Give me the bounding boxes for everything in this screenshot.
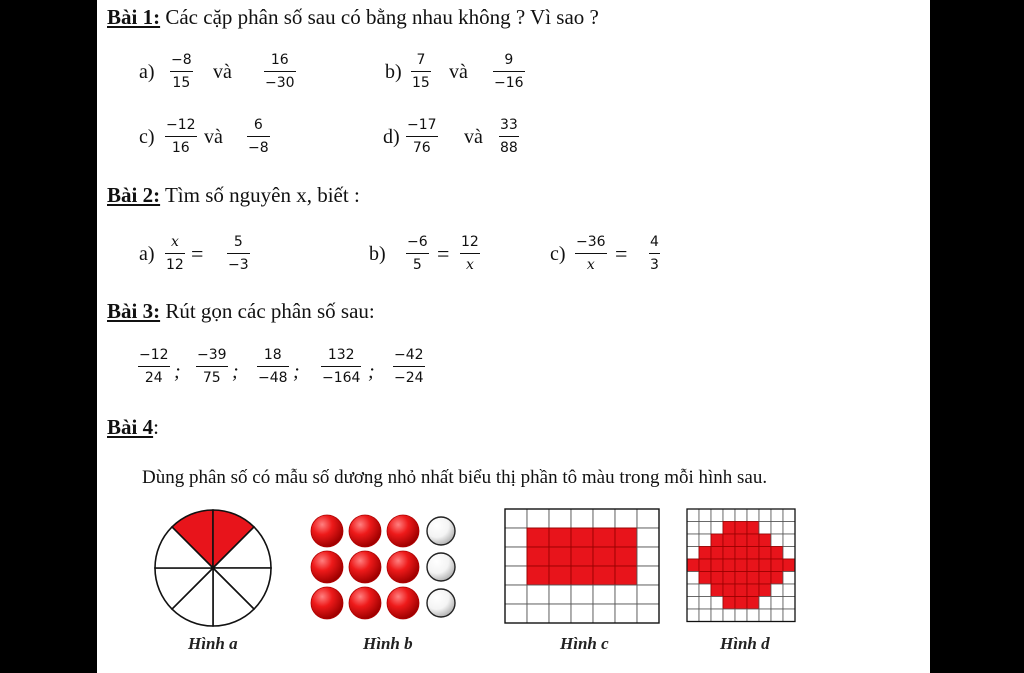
bai3-separator-1: ;	[174, 361, 181, 383]
grid-cell	[759, 522, 771, 535]
grid-cell	[783, 509, 795, 522]
bai2-c-equals: =	[615, 241, 628, 266]
shaded-cell	[527, 566, 549, 585]
grid-cell	[771, 597, 783, 610]
grid-cell	[783, 572, 795, 585]
grid-cell	[505, 566, 527, 585]
grid-cell	[549, 604, 571, 623]
shaded-cell	[723, 534, 735, 547]
shaded-cell	[549, 566, 571, 585]
grid-cell	[699, 609, 711, 622]
grid-cell	[771, 522, 783, 535]
bai3-fraction-5	[393, 347, 425, 387]
grid-cell	[687, 597, 699, 610]
shaded-cell	[699, 572, 711, 585]
grid-cell	[505, 604, 527, 623]
grid-cell	[711, 509, 723, 522]
grid-cell	[527, 585, 549, 604]
red-ball	[311, 587, 343, 619]
grid-cell	[783, 597, 795, 610]
shaded-cell	[783, 559, 795, 572]
grid-cell	[615, 585, 637, 604]
denominator: −48	[258, 370, 288, 386]
shaded-cell	[723, 559, 735, 572]
shaded-cell	[699, 547, 711, 560]
grid-cell	[505, 547, 527, 566]
shaded-cell	[699, 559, 711, 572]
shaded-cell	[723, 547, 735, 560]
figure-b-balls	[310, 515, 460, 619]
shaded-cell	[747, 559, 759, 572]
bai2-title: Bài 2:	[107, 183, 161, 207]
numerator: −42	[394, 347, 424, 363]
figure-c-grid	[504, 508, 658, 622]
bai1-b-fraction-2	[493, 52, 525, 92]
shaded-cell	[723, 572, 735, 585]
red-ball	[311, 551, 343, 583]
shaded-cell	[723, 584, 735, 597]
numerator: 16	[270, 52, 289, 68]
shaded-cell	[771, 559, 783, 572]
grid-cell	[747, 509, 759, 522]
shaded-cell	[711, 547, 723, 560]
caption-hinh-b: Hình b	[363, 634, 413, 653]
bai3-fraction-2	[196, 347, 228, 387]
shaded-cell	[571, 547, 593, 566]
numerator: −12	[166, 117, 196, 133]
grid-cell	[759, 609, 771, 622]
red-ball	[349, 551, 381, 583]
red-ball	[349, 515, 381, 547]
shaded-cell	[549, 547, 571, 566]
bai2-c-label: c)	[550, 243, 566, 265]
bai2-a-fraction-1	[165, 234, 185, 274]
shaded-cell	[735, 534, 747, 547]
grid-cell	[615, 509, 637, 528]
grid-cell	[549, 509, 571, 528]
bai1-a-conj: và	[213, 61, 232, 83]
grid-cell	[593, 509, 615, 528]
grid-cell	[687, 609, 699, 622]
numerator: 12	[461, 234, 479, 250]
grid-cell	[637, 547, 659, 566]
grid-cell	[711, 522, 723, 535]
grid-cell	[723, 509, 735, 522]
grid-cell	[711, 597, 723, 610]
bai2-b-fraction-1	[406, 234, 429, 274]
bai3-separator-4: ;	[368, 361, 375, 383]
bai1-d-label: d)	[383, 126, 400, 148]
grid-cell	[783, 522, 795, 535]
grid-cell	[637, 604, 659, 623]
bai1-b-conj: và	[449, 61, 468, 83]
caption-hinh-c: Hình c	[560, 634, 609, 653]
bai2-a-label: a)	[139, 243, 155, 265]
grid-cell	[735, 509, 747, 522]
grid-cell	[593, 604, 615, 623]
grid-cell	[687, 534, 699, 547]
shaded-cell	[771, 572, 783, 585]
grid-cell	[759, 597, 771, 610]
numerator: −6	[407, 234, 428, 250]
grid-cell	[783, 547, 795, 560]
red-ball	[387, 515, 419, 547]
grid-cell	[527, 509, 549, 528]
bai1-heading	[107, 5, 599, 30]
denominator: −24	[394, 370, 424, 386]
denominator: −16	[494, 75, 524, 91]
shaded-cell	[747, 597, 759, 610]
denominator: 76	[412, 140, 431, 156]
shaded-cell	[735, 522, 747, 535]
grid-cell	[699, 522, 711, 535]
bai1-a-fraction-1	[170, 52, 193, 92]
grid-cell	[735, 609, 747, 622]
grid-cell	[771, 609, 783, 622]
shaded-cell	[593, 528, 615, 547]
bai1-b-label: b)	[385, 61, 402, 83]
grid-cell	[699, 597, 711, 610]
shaded-cell	[747, 584, 759, 597]
grid-cell	[505, 585, 527, 604]
denominator: −30	[265, 75, 295, 91]
bai1-d-conj: và	[464, 126, 483, 148]
bai1-d-fraction-2	[499, 117, 519, 157]
shaded-cell	[735, 597, 747, 610]
grid-cell	[549, 585, 571, 604]
shaded-cell	[593, 566, 615, 585]
shaded-cell	[735, 559, 747, 572]
shaded-cell	[593, 547, 615, 566]
bai2-b-equals: =	[437, 241, 450, 266]
bai1-title: Bài 1:	[107, 5, 161, 29]
grid-cell	[783, 609, 795, 622]
white-ball	[427, 553, 455, 581]
grid-cell	[687, 572, 699, 585]
numerator: 4	[650, 234, 659, 250]
grid-cell	[687, 509, 699, 522]
grid-cell	[571, 585, 593, 604]
white-ball	[427, 517, 455, 545]
bai2-c-fraction-2	[649, 234, 660, 274]
grid-cell	[699, 584, 711, 597]
red-ball	[311, 515, 343, 547]
numerator: −17	[407, 117, 437, 133]
numerator: 33	[500, 117, 518, 133]
grid-cell	[771, 509, 783, 522]
shaded-cell	[527, 528, 549, 547]
numerator: 7	[416, 52, 426, 68]
bai3-text: Rút gọn các phân số sau:	[160, 299, 375, 323]
bai2-a-equals: =	[191, 241, 204, 266]
grid-cell	[637, 528, 659, 547]
shaded-cell	[549, 528, 571, 547]
shaded-cell	[735, 572, 747, 585]
grid-cell	[637, 509, 659, 528]
shaded-cell	[615, 566, 637, 585]
bai3-separator-3: ;	[293, 361, 300, 383]
shaded-cell	[759, 559, 771, 572]
bai1-c-fraction-1	[165, 117, 197, 157]
grid-cell	[615, 604, 637, 623]
grid-cell	[783, 584, 795, 597]
grid-cell	[687, 547, 699, 560]
white-ball	[427, 589, 455, 617]
grid-cell	[505, 509, 527, 528]
numerator: x	[170, 234, 179, 250]
red-ball	[387, 551, 419, 583]
bai3-fraction-1	[138, 347, 170, 387]
shaded-cell	[735, 584, 747, 597]
bai4-title: Bài 4	[107, 415, 154, 439]
numerator: 6	[253, 117, 263, 133]
caption-hinh-a: Hình a	[188, 634, 238, 653]
shaded-cell	[687, 559, 699, 572]
shaded-cell	[527, 547, 549, 566]
bai2-b-fraction-2	[460, 234, 480, 274]
grid-cell	[771, 534, 783, 547]
bai3-title: Bài 3:	[107, 299, 161, 323]
shaded-cell	[711, 534, 723, 547]
bai1-c-fraction-2	[247, 117, 270, 157]
bai1-b-fraction-1	[411, 52, 431, 92]
numerator: 18	[263, 347, 282, 363]
denominator: 75	[202, 370, 221, 386]
denominator: 5	[412, 257, 422, 273]
bai2-c-fraction-1	[575, 234, 607, 274]
numerator: −36	[576, 234, 606, 250]
shaded-cell	[615, 547, 637, 566]
bai2-heading	[107, 183, 360, 208]
shaded-cell	[723, 597, 735, 610]
numerator: 9	[504, 52, 514, 68]
grid-cell	[687, 522, 699, 535]
denominator: 88	[500, 140, 518, 156]
red-ball	[387, 587, 419, 619]
numerator: 132	[327, 347, 355, 363]
bai1-c-conj: và	[204, 126, 223, 148]
denominator: x	[465, 257, 474, 273]
bai2-text: Tìm số nguyên x, biết :	[160, 183, 360, 207]
figure-d-grid	[686, 508, 796, 622]
bai1-text: Các cặp phân số sau có bằng nhau không ? Vì sao ?	[160, 5, 599, 29]
grid-cell	[699, 534, 711, 547]
denominator: −164	[322, 370, 361, 386]
grid-cell	[637, 585, 659, 604]
numerator: −39	[197, 347, 227, 363]
grid-cell	[699, 509, 711, 522]
shaded-cell	[711, 584, 723, 597]
grid-cell	[783, 534, 795, 547]
figure-a-circle	[153, 508, 273, 628]
shaded-cell	[735, 547, 747, 560]
denominator: 12	[166, 257, 184, 273]
shaded-cell	[615, 528, 637, 547]
bai1-c-label: c)	[139, 126, 155, 148]
denominator: 24	[144, 370, 163, 386]
grid-cell	[637, 566, 659, 585]
grid-cell	[593, 585, 615, 604]
shaded-cell	[747, 534, 759, 547]
grid-cell	[687, 584, 699, 597]
grid-cell	[747, 609, 759, 622]
bai1-a-label: a)	[139, 61, 155, 83]
grid-cell	[527, 604, 549, 623]
grid-cell	[723, 609, 735, 622]
bai3-fraction-4	[321, 347, 361, 387]
numerator: −8	[171, 52, 192, 68]
bai4-heading	[107, 415, 159, 440]
shaded-cell	[723, 522, 735, 535]
shaded-cell	[711, 572, 723, 585]
worksheet-page	[97, 0, 930, 673]
numerator: −12	[139, 347, 169, 363]
denominator: 3	[650, 257, 659, 273]
denominator: x	[586, 257, 595, 273]
shaded-cell	[571, 566, 593, 585]
bai4-colon: :	[153, 415, 159, 439]
numerator: 5	[233, 234, 243, 250]
denominator: 15	[172, 75, 191, 91]
grid-cell	[771, 584, 783, 597]
grid-cell	[505, 528, 527, 547]
bai1-a-fraction-2	[264, 52, 296, 92]
bai1-d-fraction-1	[406, 117, 438, 157]
bai4-instruction: Dùng phân số có mẫu số dương nhỏ nhất biểu thị phần tô màu trong mỗi hình sau.	[142, 467, 768, 488]
shaded-cell	[571, 528, 593, 547]
shaded-cell	[747, 572, 759, 585]
denominator: 15	[412, 75, 430, 91]
shaded-cell	[759, 534, 771, 547]
denominator: 16	[171, 140, 190, 156]
grid-cell	[571, 604, 593, 623]
denominator: −8	[248, 140, 269, 156]
bai2-b-label: b)	[369, 243, 386, 265]
red-ball	[349, 587, 381, 619]
bai2-a-fraction-2	[227, 234, 250, 274]
bai3-fraction-3	[257, 347, 289, 387]
bai3-separator-2: ;	[232, 361, 239, 383]
caption-hinh-d: Hình d	[720, 634, 770, 653]
shaded-cell	[759, 547, 771, 560]
shaded-cell	[759, 584, 771, 597]
shaded-cell	[711, 559, 723, 572]
shaded-cell	[747, 547, 759, 560]
grid-cell	[759, 509, 771, 522]
shaded-cell	[759, 572, 771, 585]
denominator: −3	[228, 257, 249, 273]
grid-cell	[571, 509, 593, 528]
grid-cell	[711, 609, 723, 622]
shaded-cell	[771, 547, 783, 560]
bai3-heading	[107, 299, 375, 324]
shaded-cell	[747, 522, 759, 535]
